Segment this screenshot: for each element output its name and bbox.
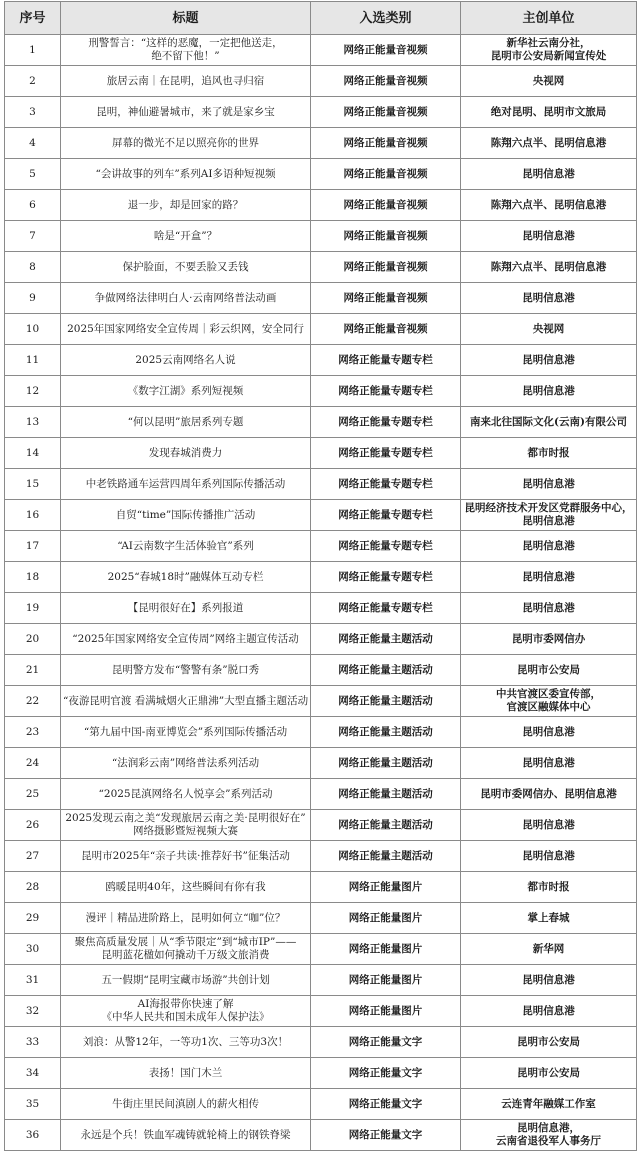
table-row (5, 593, 637, 624)
row-category-cell: 网络正能量图片 (311, 934, 461, 965)
row-title-cell: 旅居云南｜在昆明，追风也寻归宿 (61, 66, 311, 97)
row-unit-cell: 昆明市公安局 (461, 1027, 637, 1058)
table-row (5, 1058, 637, 1089)
row-index-cell: 27 (5, 841, 61, 872)
row-category-cell: 网络正能量图片 (311, 965, 461, 996)
row-title-cell: 屏幕的微光不足以照亮你的世界 (61, 128, 311, 159)
row-index-cell: 22 (5, 686, 61, 717)
row-unit-cell: 新华社云南分社， 昆明市公安局新闻宣传处 (461, 35, 637, 66)
row-unit-cell: 昆明市委网信办 (461, 624, 637, 655)
row-index-cell: 17 (5, 531, 61, 562)
table-row (5, 407, 637, 438)
row-title-cell: “夜游昆明官渡 看满城烟火正鼎沸”大型直播主题活动 (61, 686, 311, 717)
row-title-cell: 争做网络法律明白人·云南网络普法动画 (61, 283, 311, 314)
row-title-cell: AI海报带你快速了解 《中华人民共和国未成年人保护法》 (61, 996, 311, 1027)
row-unit-cell: 昆明信息港 (461, 841, 637, 872)
row-category-cell: 网络正能量文字 (311, 1058, 461, 1089)
row-unit-cell: 陈翔六点半、昆明信息港 (461, 128, 637, 159)
row-index-cell: 8 (5, 252, 61, 283)
row-title-cell: 啥是“开盒”？ (61, 221, 311, 252)
row-title-cell: 昆明市2025年“亲子共读·推荐好书”征集活动 (61, 841, 311, 872)
row-unit-cell: 昆明市委网信办、昆明信息港 (461, 779, 637, 810)
selection-list-table (4, 1, 637, 1151)
table-row (5, 345, 637, 376)
row-index-cell: 16 (5, 500, 61, 531)
table-row (5, 872, 637, 903)
table-row (5, 376, 637, 407)
row-category-cell: 网络正能量音视频 (311, 221, 461, 252)
row-category-cell: 网络正能量主题活动 (311, 624, 461, 655)
row-unit-cell: 新华网 (461, 934, 637, 965)
row-unit-cell: 昆明信息港 (461, 159, 637, 190)
row-index-cell: 10 (5, 314, 61, 345)
row-title-cell: 自贸“time”国际传播推广活动 (61, 500, 311, 531)
row-category-cell: 网络正能量主题活动 (311, 717, 461, 748)
row-index-cell: 28 (5, 872, 61, 903)
row-index-cell: 32 (5, 996, 61, 1027)
row-category-cell: 网络正能量专题专栏 (311, 531, 461, 562)
row-title-cell: 刑警誓言：“这样的恶魔，一定把他送走， 绝不留下他！” (61, 35, 311, 66)
table-row (5, 283, 637, 314)
table-row (5, 252, 637, 283)
row-unit-cell: 昆明信息港 (461, 562, 637, 593)
table-row (5, 965, 637, 996)
row-unit-cell: 昆明信息港 (461, 221, 637, 252)
row-index-cell: 36 (5, 1120, 61, 1151)
row-title-cell: 昆明，神仙避暑城市，来了就是家乡宝 (61, 97, 311, 128)
row-index-cell: 21 (5, 655, 61, 686)
row-unit-cell: 都市时报 (461, 438, 637, 469)
row-category-cell: 网络正能量音视频 (311, 283, 461, 314)
table-row (5, 190, 637, 221)
table-row (5, 624, 637, 655)
table-row (5, 314, 637, 345)
row-index-cell: 15 (5, 469, 61, 500)
row-unit-cell: 昆明信息港 (461, 469, 637, 500)
row-category-cell: 网络正能量图片 (311, 903, 461, 934)
row-unit-cell: 央视网 (461, 314, 637, 345)
table-row (5, 221, 637, 252)
row-index-cell: 26 (5, 810, 61, 841)
table-row (5, 655, 637, 686)
row-index-cell: 6 (5, 190, 61, 221)
row-category-cell: 网络正能量音视频 (311, 66, 461, 97)
row-title-cell: 2025云南网络名人说 (61, 345, 311, 376)
row-category-cell: 网络正能量专题专栏 (311, 500, 461, 531)
row-title-cell: 五一假期“昆明宝藏市场游”共创计划 (61, 965, 311, 996)
row-index-cell: 31 (5, 965, 61, 996)
table-row (5, 748, 637, 779)
row-title-cell: 2025发现云南之美“发现旅居云南之美·昆明很好在” 网络摄影暨短视频大赛 (61, 810, 311, 841)
row-category-cell: 网络正能量专题专栏 (311, 593, 461, 624)
row-unit-cell: 昆明信息港 (461, 965, 637, 996)
row-index-cell: 3 (5, 97, 61, 128)
row-unit-cell: 绝对昆明、昆明市文旅局 (461, 97, 637, 128)
table-row (5, 686, 637, 717)
row-index-cell: 2 (5, 66, 61, 97)
row-category-cell: 网络正能量音视频 (311, 35, 461, 66)
row-index-cell: 14 (5, 438, 61, 469)
table-row (5, 159, 637, 190)
row-index-cell: 4 (5, 128, 61, 159)
row-unit-cell: 昆明信息港 (461, 345, 637, 376)
table-row (5, 438, 637, 469)
row-index-cell: 23 (5, 717, 61, 748)
row-unit-cell: 陈翔六点半、昆明信息港 (461, 252, 637, 283)
row-index-cell: 35 (5, 1089, 61, 1120)
row-category-cell: 网络正能量音视频 (311, 190, 461, 221)
row-title-cell: 发现春城消费力 (61, 438, 311, 469)
table-row (5, 717, 637, 748)
table-row (5, 903, 637, 934)
row-unit-cell: 昆明信息港 (461, 810, 637, 841)
row-category-cell: 网络正能量主题活动 (311, 810, 461, 841)
row-category-cell: 网络正能量图片 (311, 872, 461, 903)
row-index-cell: 18 (5, 562, 61, 593)
row-index-cell: 7 (5, 221, 61, 252)
row-unit-cell: 都市时报 (461, 872, 637, 903)
row-title-cell: 2025年国家网络安全宣传周｜彩云织网，安全同行 (61, 314, 311, 345)
row-index-cell: 29 (5, 903, 61, 934)
row-unit-cell: 云连青年融媒工作室 (461, 1089, 637, 1120)
row-index-cell: 9 (5, 283, 61, 314)
row-category-cell: 网络正能量主题活动 (311, 686, 461, 717)
row-unit-cell: 昆明信息港 (461, 531, 637, 562)
row-category-cell: 网络正能量主题活动 (311, 841, 461, 872)
table-header (5, 2, 637, 35)
row-category-cell: 网络正能量文字 (311, 1120, 461, 1151)
row-unit-cell: 昆明信息港， 云南省退役军人事务厅 (461, 1120, 637, 1151)
table-body (5, 35, 637, 1151)
row-unit-cell: 昆明经济技术开发区党群服务中心， 昆明信息港 (461, 500, 637, 531)
table-row (5, 810, 637, 841)
row-category-cell: 网络正能量音视频 (311, 314, 461, 345)
row-unit-cell: 昆明市公安局 (461, 1058, 637, 1089)
row-title-cell: 【昆明很好在】系列报道 (61, 593, 311, 624)
table-row (5, 779, 637, 810)
row-index-cell: 24 (5, 748, 61, 779)
row-unit-cell: 昆明信息港 (461, 283, 637, 314)
row-unit-cell: 昆明信息港 (461, 593, 637, 624)
row-category-cell: 网络正能量文字 (311, 1027, 461, 1058)
row-title-cell: “何以昆明”旅居系列专题 (61, 407, 311, 438)
row-unit-cell: 昆明市公安局 (461, 655, 637, 686)
table-row (5, 97, 637, 128)
row-title-cell: “2025昆滇网络名人悦享会”系列活动 (61, 779, 311, 810)
row-category-cell: 网络正能量音视频 (311, 159, 461, 190)
row-title-cell: “会讲故事的列车”系列AI多语种短视频 (61, 159, 311, 190)
row-title-cell: 昆明警方发布“警警有条”脱口秀 (61, 655, 311, 686)
table-row (5, 35, 637, 66)
row-category-cell: 网络正能量音视频 (311, 252, 461, 283)
table-row (5, 1027, 637, 1058)
table-row (5, 562, 637, 593)
row-index-cell: 11 (5, 345, 61, 376)
row-title-cell: 2025“春城18时”融媒体互动专栏 (61, 562, 311, 593)
row-category-cell: 网络正能量专题专栏 (311, 345, 461, 376)
row-unit-cell: 昆明信息港 (461, 376, 637, 407)
row-category-cell: 网络正能量主题活动 (311, 748, 461, 779)
table-row (5, 128, 637, 159)
table-row (5, 1089, 637, 1120)
header-title: 标题 (61, 2, 311, 35)
row-title-cell: 永远是个兵！铁血军魂铸就轮椅上的钢铁脊梁 (61, 1120, 311, 1151)
row-index-cell: 1 (5, 35, 61, 66)
table-row (5, 500, 637, 531)
header-index: 序号 (5, 2, 61, 35)
row-category-cell: 网络正能量专题专栏 (311, 562, 461, 593)
row-title-cell: 《数字江湖》系列短视频 (61, 376, 311, 407)
row-category-cell: 网络正能量主题活动 (311, 655, 461, 686)
row-category-cell: 网络正能量专题专栏 (311, 407, 461, 438)
row-category-cell: 网络正能量专题专栏 (311, 376, 461, 407)
row-index-cell: 12 (5, 376, 61, 407)
row-unit-cell: 陈翔六点半、昆明信息港 (461, 190, 637, 221)
row-index-cell: 30 (5, 934, 61, 965)
table-row (5, 996, 637, 1027)
row-title-cell: 保护脸面，不要丢脸又丢钱 (61, 252, 311, 283)
row-title-cell: “2025年国家网络安全宣传周”网络主题宣传活动 (61, 624, 311, 655)
row-title-cell: “第九届中国-南亚博览会”系列国际传播活动 (61, 717, 311, 748)
row-title-cell: 聚焦高质量发展｜从“季节限定”到“城市IP”—— 昆明蓝花楹如何撬动千万级文旅消费 (61, 934, 311, 965)
header-category: 入选类别 (311, 2, 461, 35)
row-title-cell: 中老铁路通车运营四周年系列国际传播活动 (61, 469, 311, 500)
table-row (5, 531, 637, 562)
row-unit-cell: 南来北往国际文化(云南)有限公司 (461, 407, 637, 438)
row-unit-cell: 中共官渡区委宣传部， 官渡区融媒体中心 (461, 686, 637, 717)
table-row (5, 934, 637, 965)
table-row (5, 1120, 637, 1151)
row-unit-cell: 央视网 (461, 66, 637, 97)
table-row (5, 66, 637, 97)
row-title-cell: 牛街庄里民间滇剧人的薪火相传 (61, 1089, 311, 1120)
header-unit: 主创单位 (461, 2, 637, 35)
row-unit-cell: 掌上春城 (461, 903, 637, 934)
header-row (5, 2, 637, 35)
row-unit-cell: 昆明信息港 (461, 996, 637, 1027)
row-title-cell: 鸥暖昆明40年，这些瞬间有你有我 (61, 872, 311, 903)
row-title-cell: 表扬！国门木兰 (61, 1058, 311, 1089)
row-category-cell: 网络正能量图片 (311, 996, 461, 1027)
table-row (5, 469, 637, 500)
row-index-cell: 33 (5, 1027, 61, 1058)
row-category-cell: 网络正能量专题专栏 (311, 469, 461, 500)
row-category-cell: 网络正能量音视频 (311, 128, 461, 159)
row-title-cell: “法润彩云南”网络普法系列活动 (61, 748, 311, 779)
table-row (5, 841, 637, 872)
row-category-cell: 网络正能量主题活动 (311, 779, 461, 810)
row-index-cell: 20 (5, 624, 61, 655)
row-unit-cell: 昆明信息港 (461, 717, 637, 748)
row-index-cell: 19 (5, 593, 61, 624)
row-title-cell: 漫评｜精品进阶路上，昆明如何立“咖”位？ (61, 903, 311, 934)
row-title-cell: 刘浪：从警12年，一等功1次、三等功3次！ (61, 1027, 311, 1058)
row-index-cell: 5 (5, 159, 61, 190)
row-category-cell: 网络正能量音视频 (311, 97, 461, 128)
row-index-cell: 13 (5, 407, 61, 438)
row-title-cell: 退一步，却是回家的路？ (61, 190, 311, 221)
row-category-cell: 网络正能量文字 (311, 1089, 461, 1120)
row-unit-cell: 昆明信息港 (461, 748, 637, 779)
row-index-cell: 25 (5, 779, 61, 810)
row-index-cell: 34 (5, 1058, 61, 1089)
row-title-cell: “AI云南数字生活体验官”系列 (61, 531, 311, 562)
row-category-cell: 网络正能量专题专栏 (311, 438, 461, 469)
